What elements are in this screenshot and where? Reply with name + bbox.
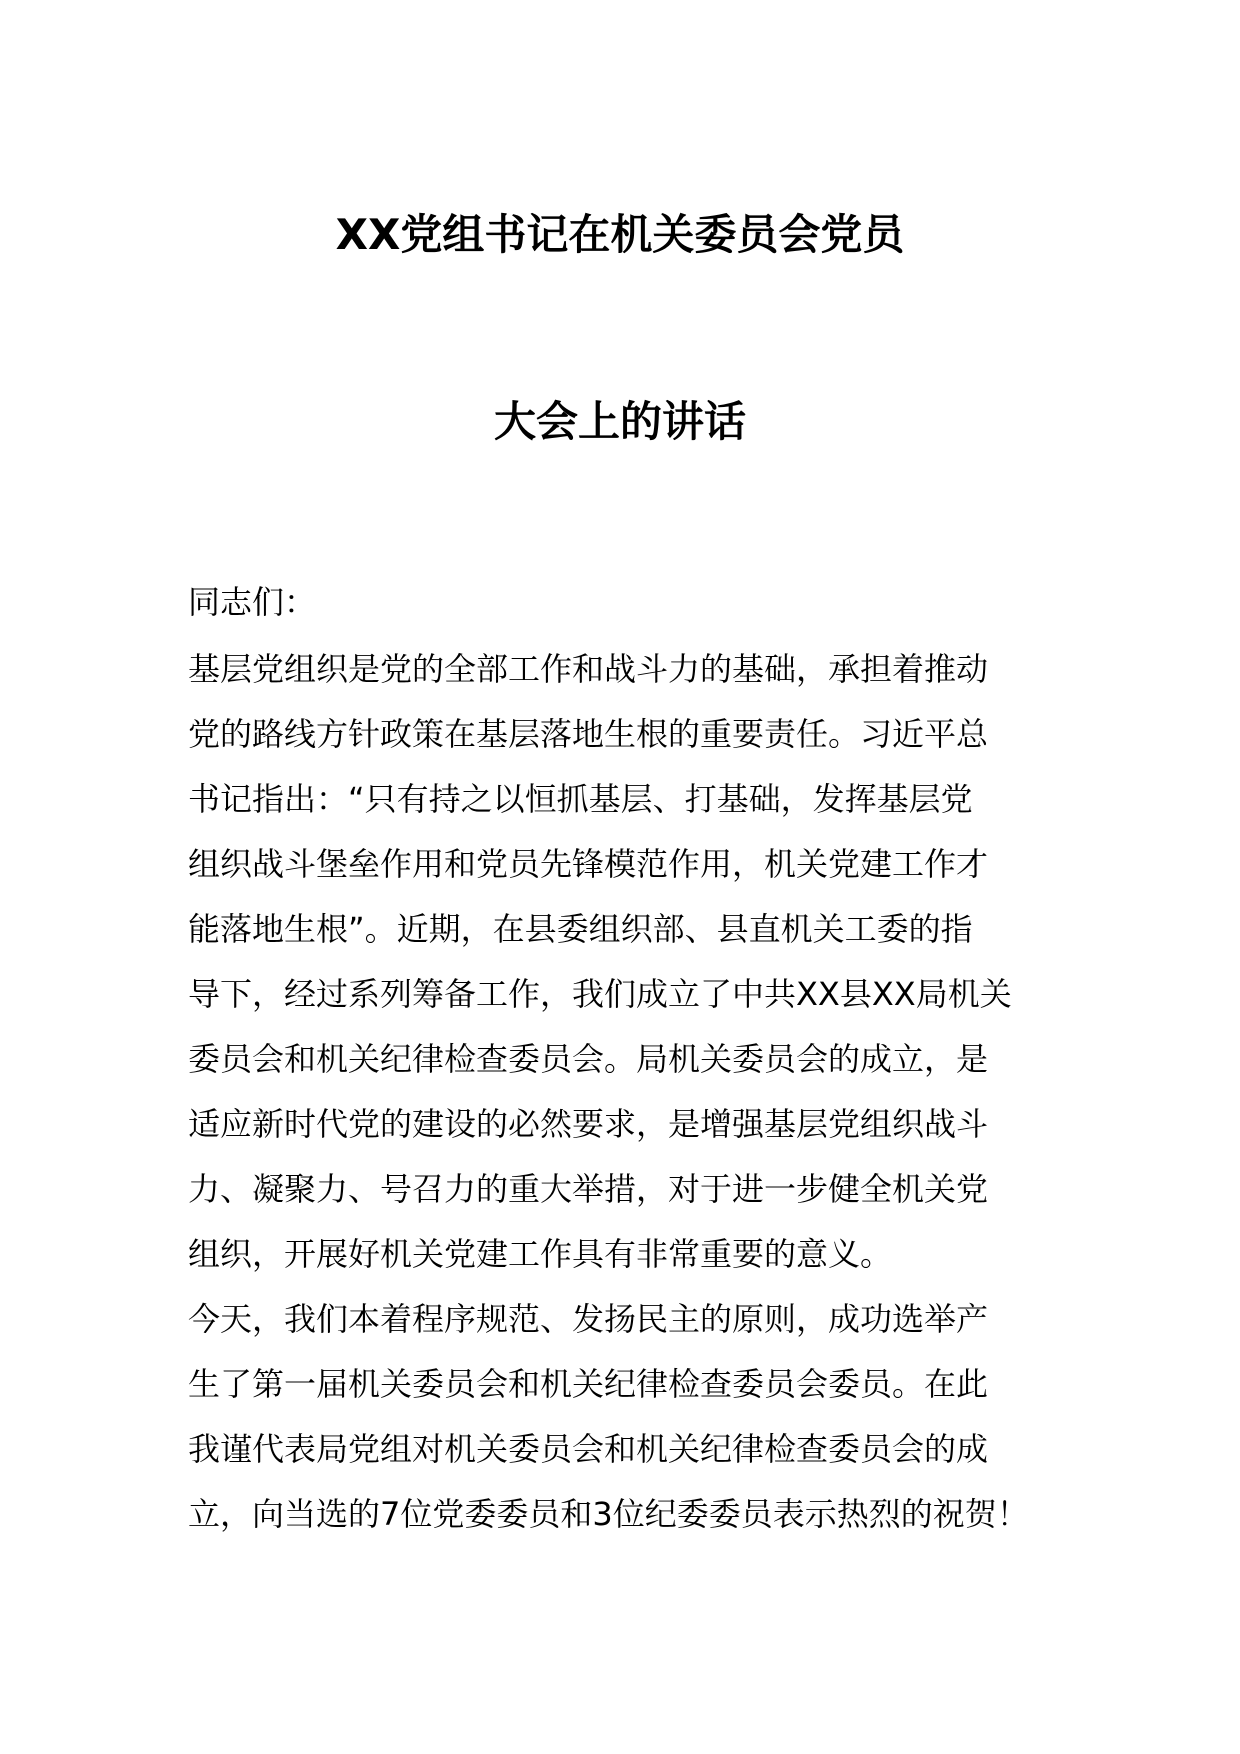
document-title-line-1: XX党组书记在机关委员会党员 — [335, 210, 905, 259]
body-line: 导下，经过系列筹备工作，我们成立了中共XX县XX局机关 — [188, 975, 1012, 1013]
body-line: 今天，我们本着程序规范、发扬民主的原则，成功选举产 — [188, 1300, 989, 1338]
body-line: 组织，开展好机关党建工作具有非常重要的意义。 — [188, 1235, 893, 1273]
body-line: 能落地生根”。近期，在县委组织部、县直机关工委的指 — [188, 910, 973, 948]
body-line: 生了第一届机关委员会和机关纪律检查委员会委员。在此 — [188, 1365, 989, 1403]
body-line: 我谨代表局党组对机关委员会和机关纪律检查委员会的成 — [188, 1430, 989, 1468]
greeting: 同志们： — [188, 583, 317, 621]
body-line: 书记指出：“只有持之以恒抓基层、打基础，发挥基层党 — [188, 780, 973, 818]
document-title-line-2: 大会上的讲话 — [493, 397, 746, 446]
body-line: 立，向当选的7位党委委员和3位纪委委员表示热烈的祝贺！ — [188, 1495, 1029, 1533]
body-line: 力、凝聚力、号召力的重大举措，对于进一步健全机关党 — [188, 1170, 989, 1208]
body-line: 适应新时代党的建设的必然要求，是增强基层党组织战斗 — [188, 1105, 989, 1143]
body-line: 委员会和机关纪律检查委员会。局机关委员会的成立，是 — [188, 1040, 989, 1078]
body-line: 基层党组织是党的全部工作和战斗力的基础，承担着推动 — [188, 650, 989, 688]
body-line: 组织战斗堡垒作用和党员先锋模范作用，机关党建工作才 — [188, 845, 989, 883]
body-line: 党的路线方针政策在基层落地生根的重要责任。习近平总 — [188, 715, 989, 753]
